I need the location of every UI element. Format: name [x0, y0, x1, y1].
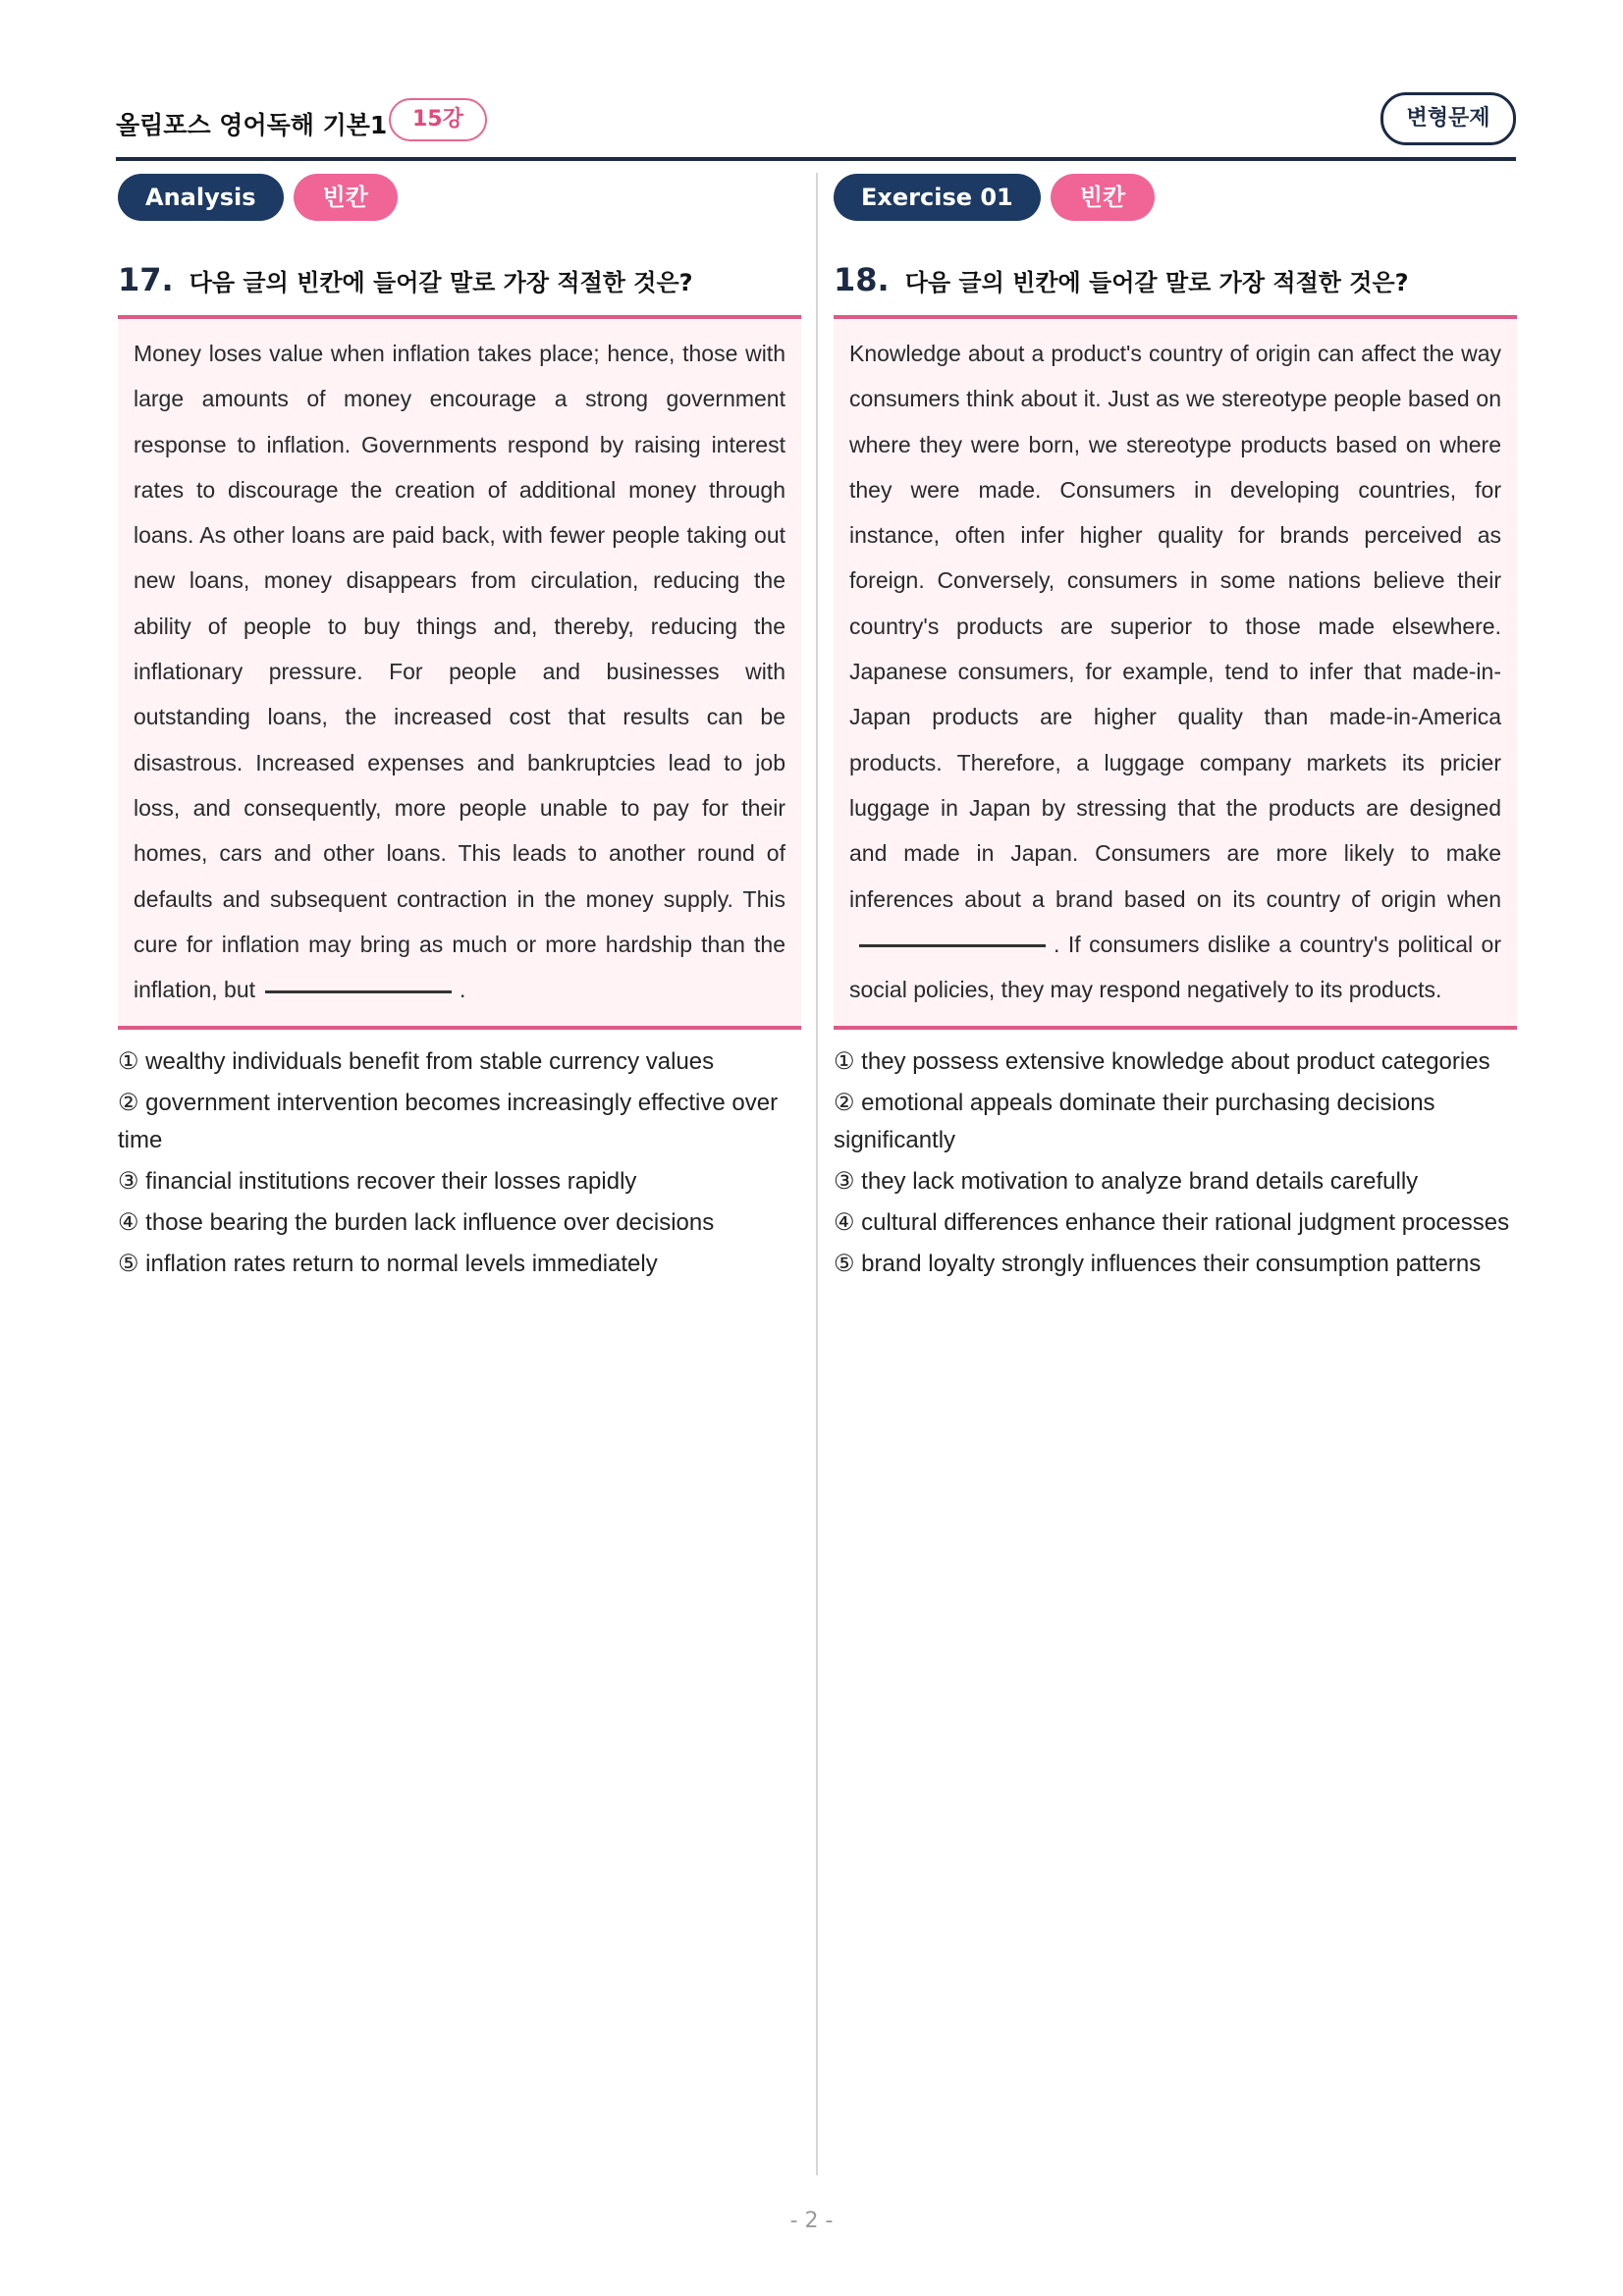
- answer-blank: [265, 990, 452, 993]
- question-prompt: 다음 글의 빈칸에 들어갈 말로 가장 적절한 것은?: [904, 269, 1409, 296]
- choice-1[interactable]: ① they possess extensive knowledge about product categories: [834, 1048, 1490, 1076]
- analysis-tag: Analysis: [118, 174, 284, 221]
- left-tags: [118, 174, 801, 221]
- choice-3[interactable]: ③ financial institutions recover their losses rapidly: [118, 1168, 637, 1196]
- choice-4[interactable]: ④ those bearing the burden lack influence over decisions: [118, 1209, 715, 1237]
- passage-text: Knowledge about a product's country of origin can affect the way consumers think about it. Just as we stereotype people based on where they were born, we stereotype products based on where they were made. Consumers in developing countries, for instance, often infer higher quality for brands perceived as foreign. Conversely, consumers in some nations believe their country's products are superior to those made elsewhere. Japanese consumers, for example, tend to infer that made-in-Japan products are higher quality than made-in-America products. Therefore, a luggage company markets its pricier luggage in Japan by stressing that the products are designed and made in Japan. Consumers are more likely to make inferences about a brand based on its country of origin when: [849, 341, 1501, 912]
- blank-type-tag: 빈칸: [294, 174, 398, 221]
- passage-17: [118, 315, 801, 1030]
- passage-text-end: . If consumers dislike a country's political or social policies, they may respond negatively to its products.: [849, 931, 1501, 1003]
- problem-type-badge: 변형문제: [1380, 92, 1516, 145]
- left-column: [118, 174, 801, 1287]
- question-number: 18.: [834, 261, 890, 298]
- right-tags: [834, 174, 1517, 221]
- question-prompt: 다음 글의 빈칸에 들어갈 말로 가장 적절한 것은?: [189, 269, 693, 296]
- question-17: [118, 260, 801, 299]
- passage-18: [834, 315, 1517, 1030]
- page-header: [116, 92, 1516, 161]
- choice-2[interactable]: ② government intervention becomes increasingly effective over time: [118, 1090, 779, 1154]
- question-number: 17.: [118, 261, 174, 298]
- choice-5[interactable]: ⑤ brand loyalty strongly influences their consumption patterns: [834, 1251, 1482, 1278]
- answer-blank: [859, 944, 1046, 947]
- choice-3[interactable]: ③ they lack motivation to analyze brand details carefully: [834, 1168, 1419, 1196]
- choices-17: [118, 1043, 801, 1283]
- choice-5[interactable]: ⑤ inflation rates return to normal levels immediately: [118, 1251, 658, 1278]
- choices-18: [834, 1043, 1517, 1283]
- right-column: [834, 174, 1517, 1287]
- passage-text-end: .: [460, 977, 466, 1003]
- choice-1[interactable]: ① wealthy individuals benefit from stable currency values: [118, 1048, 715, 1076]
- exercise-tag: Exercise 01: [834, 174, 1041, 221]
- blank-type-tag: 빈칸: [1051, 174, 1155, 221]
- question-18: [834, 260, 1517, 299]
- column-divider: [816, 173, 818, 2175]
- lesson-badge: 15강: [389, 98, 487, 141]
- book-title: 올림포스 영어독해 기본1: [116, 111, 388, 139]
- passage-text: Money loses value when inflation takes place; hence, those with large amounts of money encourage a strong government response to inflation. Governments respond by raising interest rates to discourage the creation of additional money through loans. As other loans are paid back, with fewer people taking out new loans, money disappears from circulation, reducing the ability of people to buy things and, thereby, reducing the inflationary pressure. For people and businesses with outstanding loans, the increased cost that results can be disastrous. Increased expenses and bankruptcies lead to job loss, and consequently, more people unable to pay for their homes, cars and other loans. This leads to another round of defaults and subsequent contraction in the money supply. This cure for inflation may bring as much or more hardship than the inflation, but: [134, 341, 785, 1003]
- choice-2[interactable]: ② emotional appeals dominate their purchasing decisions significantly: [834, 1090, 1435, 1154]
- choice-4[interactable]: ④ cultural differences enhance their rational judgment processes: [834, 1209, 1510, 1237]
- page-number: - 2 -: [789, 2209, 834, 2233]
